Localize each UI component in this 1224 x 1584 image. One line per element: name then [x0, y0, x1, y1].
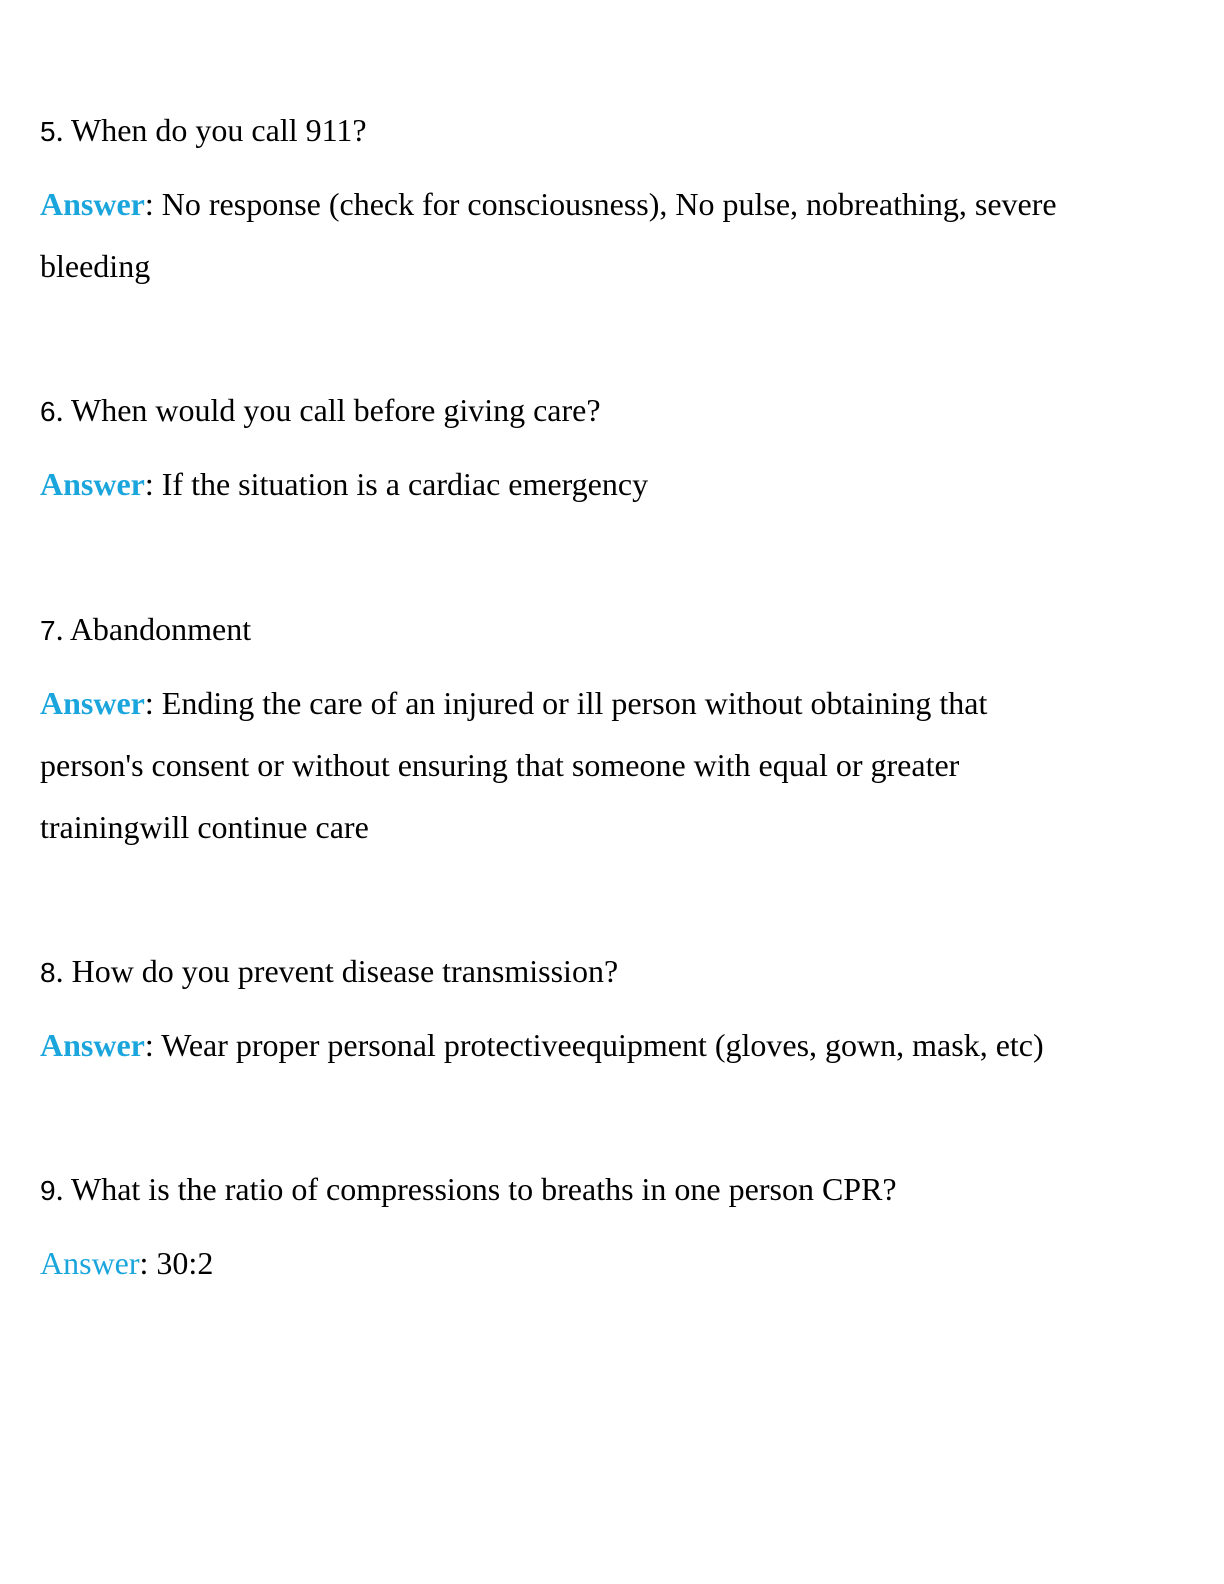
answer-label: Answer — [40, 685, 145, 721]
answer-label: Answer — [40, 1245, 140, 1281]
answer-text: trainingwill continue care — [40, 809, 369, 845]
question-text: . Abandonment — [55, 611, 252, 647]
answer-text: : Ending the care of an injured or ill person without obtaining that — [144, 685, 988, 721]
answer-9 — [40, 1232, 1190, 1294]
answer-7-continuation-2 — [40, 796, 1190, 858]
question-5 — [40, 99, 1190, 163]
answer-text: bleeding — [40, 248, 151, 284]
answer-8 — [40, 1014, 1190, 1076]
answer-text: : 30:2 — [139, 1245, 214, 1281]
qa-item-7 — [40, 598, 1190, 858]
answer-label: Answer — [40, 1027, 145, 1063]
question-number: 6 — [40, 396, 56, 427]
qa-item-5 — [40, 99, 1190, 297]
question-number: 8 — [40, 957, 56, 988]
qa-item-6 — [40, 379, 1190, 515]
answer-text: : No response (check for consciousness), No pulse, nobreathing, severe — [144, 186, 1057, 222]
answer-5 — [40, 173, 1190, 235]
answer-label: Answer — [40, 186, 145, 222]
question-text: . What is the ratio of compressions to breaths in one person CPR? — [55, 1171, 897, 1207]
answer-text: person's consent or without ensuring that someone with equal or greater — [40, 747, 960, 783]
answer-label: Answer — [40, 466, 145, 502]
question-text: . When would you call before giving care? — [55, 392, 601, 428]
question-6 — [40, 379, 1190, 443]
answer-7-continuation-1 — [40, 734, 1190, 796]
answer-text: : If the situation is a cardiac emergency — [144, 466, 649, 502]
question-text: . When do you call 911? — [55, 112, 367, 148]
answer-6 — [40, 453, 1190, 515]
question-7 — [40, 598, 1190, 662]
qa-item-9 — [40, 1158, 1190, 1294]
qa-item-8 — [40, 940, 1190, 1076]
question-number: 9 — [40, 1175, 56, 1206]
answer-5-continuation — [40, 235, 1190, 297]
question-number: 7 — [40, 615, 56, 646]
answer-text: : Wear proper personal protectiveequipment (gloves, gown, mask, etc) — [144, 1027, 1044, 1063]
question-9 — [40, 1158, 1190, 1222]
answer-7 — [40, 672, 1190, 734]
question-8 — [40, 940, 1190, 1004]
question-number: 5 — [40, 116, 56, 147]
question-text: . How do you prevent disease transmission? — [55, 953, 619, 989]
